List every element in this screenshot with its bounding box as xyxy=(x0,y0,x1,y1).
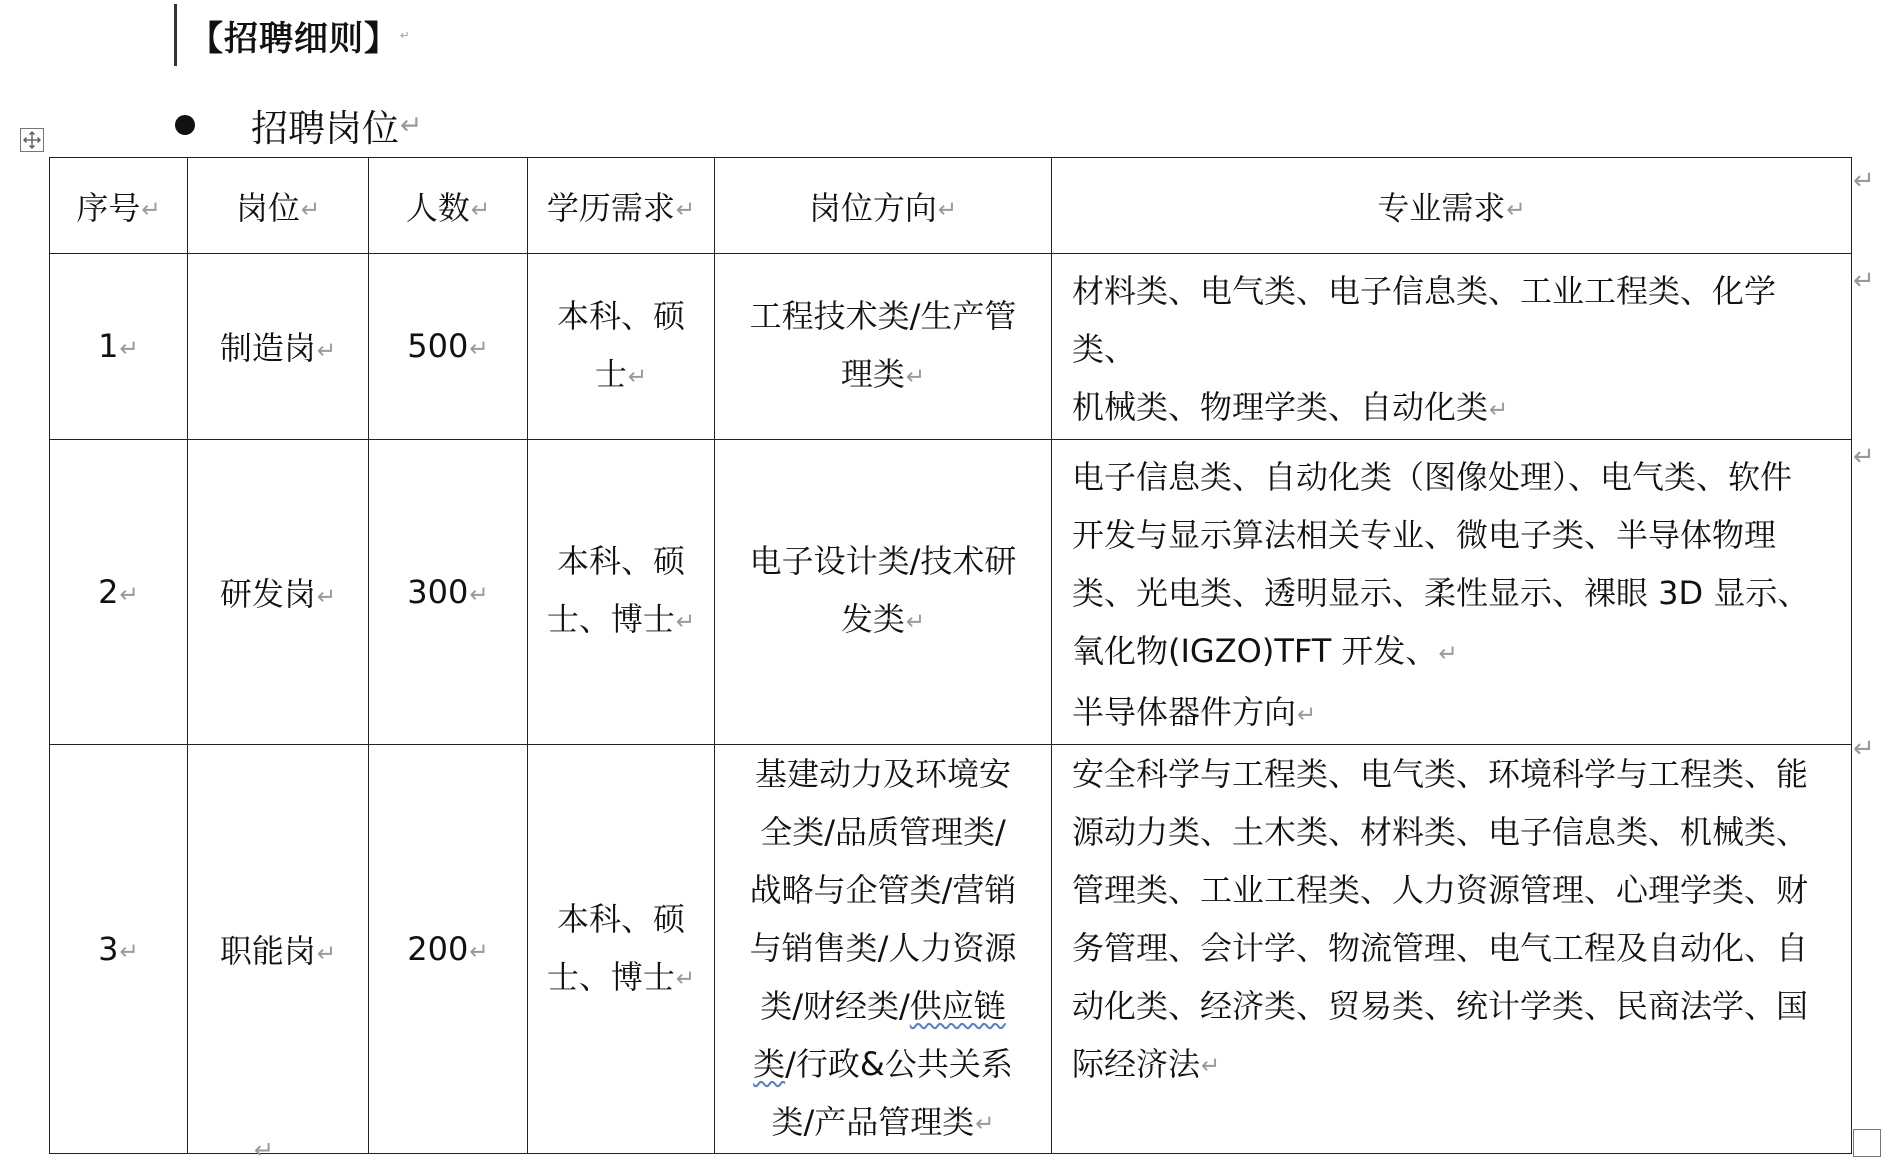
cell-count[interactable]: 500↵ xyxy=(369,254,528,440)
cell-position[interactable]: 制造岗↵ xyxy=(188,254,369,440)
spellcheck-squiggle: 类 xyxy=(753,1044,786,1083)
header-cell-direction[interactable]: 岗位方向↵ xyxy=(715,158,1052,254)
table-row xyxy=(50,254,1852,440)
spellcheck-squiggle: 供应链 xyxy=(909,986,1006,1025)
header-cell-position[interactable]: 岗位↵ xyxy=(188,158,369,254)
cell-position[interactable]: 研发岗↵ xyxy=(188,439,369,744)
cell-education[interactable]: 本科、硕 士、博士↵ xyxy=(528,439,715,744)
bullet-list-item xyxy=(175,98,422,152)
table-row xyxy=(50,744,1852,1154)
cell-direction[interactable]: 基建动力及环境安 全类/品质管理类/ 战略与企管类/营销 与销售类/人力资源 类/财经类/供应链 类/行政&公共关系 类/产品管理类↵ xyxy=(715,744,1052,1154)
cell-count[interactable]: 200↵ xyxy=(369,744,528,1154)
direction-line-squiggle: 类/财经类/供应链 xyxy=(760,986,1006,1025)
paragraph-mark: ↵ xyxy=(400,109,423,141)
cell-index[interactable]: 1↵ xyxy=(50,254,188,440)
cell-education[interactable]: 本科、硕 士↵ xyxy=(528,254,715,440)
header-cell-count[interactable]: 人数↵ xyxy=(369,158,528,254)
paragraph-mark: ↵ xyxy=(254,1136,275,1164)
cell-major[interactable]: 电子信息类、自动化类（图像处理）、电气类、软件 开发与显示算法相关专业、微电子类、半导体物理 类、光电类、透明显示、柔性显示、裸眼 3D 显示、 氧化物(IGZO)TFT 开发、↵ 半导体器件方向↵ xyxy=(1052,439,1852,744)
row-end-mark: ↵ xyxy=(1853,734,1875,764)
cell-major[interactable]: 材料类、电气类、电子信息类、工业工程类、化学类、 机械类、物理学类、自动化类↵ xyxy=(1052,254,1852,440)
header-cell-major[interactable]: 专业需求↵ xyxy=(1052,158,1852,254)
header-cell-education[interactable]: 学历需求↵ xyxy=(528,158,715,254)
cell-position[interactable]: 职能岗↵ xyxy=(188,744,369,1154)
row-end-mark: ↵ xyxy=(1853,266,1875,296)
section-heading xyxy=(174,4,410,66)
cell-direction[interactable]: 电子设计类/技术研 发类↵ xyxy=(715,439,1052,744)
bullet-icon xyxy=(175,115,195,135)
paragraph-mark: ↵ xyxy=(400,28,410,42)
row-end-mark: ↵ xyxy=(1853,166,1875,196)
recruitment-table xyxy=(49,157,1852,1154)
table-move-handle-icon[interactable] xyxy=(20,128,44,152)
header-cell-index[interactable]: 序号↵ xyxy=(50,158,188,254)
table-row xyxy=(50,439,1852,744)
section-heading-text: 【招聘细则】 xyxy=(189,18,399,59)
table-resize-handle[interactable] xyxy=(1853,1129,1881,1157)
cell-major[interactable]: 安全科学与工程类、电气类、环境科学与工程类、能 源动力类、土木类、材料类、电子信息类、机械类、 管理类、工业工程类、人力资源管理、心理学类、财 务管理、会计学、物流管理、电气工程及自动化、自 动化类、经济类、贸易类、统计学类、民商法学、国 际经济法↵ xyxy=(1052,744,1852,1154)
table-header-row xyxy=(50,158,1852,254)
cell-index[interactable]: 3↵ xyxy=(50,744,188,1154)
cell-direction[interactable]: 工程技术类/生产管 理类↵ xyxy=(715,254,1052,440)
cell-education[interactable]: 本科、硕 士、博士↵ xyxy=(528,744,715,1154)
cell-index[interactable]: 2↵ xyxy=(50,439,188,744)
bullet-item-text: 招聘岗位 xyxy=(251,107,399,150)
row-end-mark: ↵ xyxy=(1853,442,1875,472)
cell-count[interactable]: 300↵ xyxy=(369,439,528,744)
